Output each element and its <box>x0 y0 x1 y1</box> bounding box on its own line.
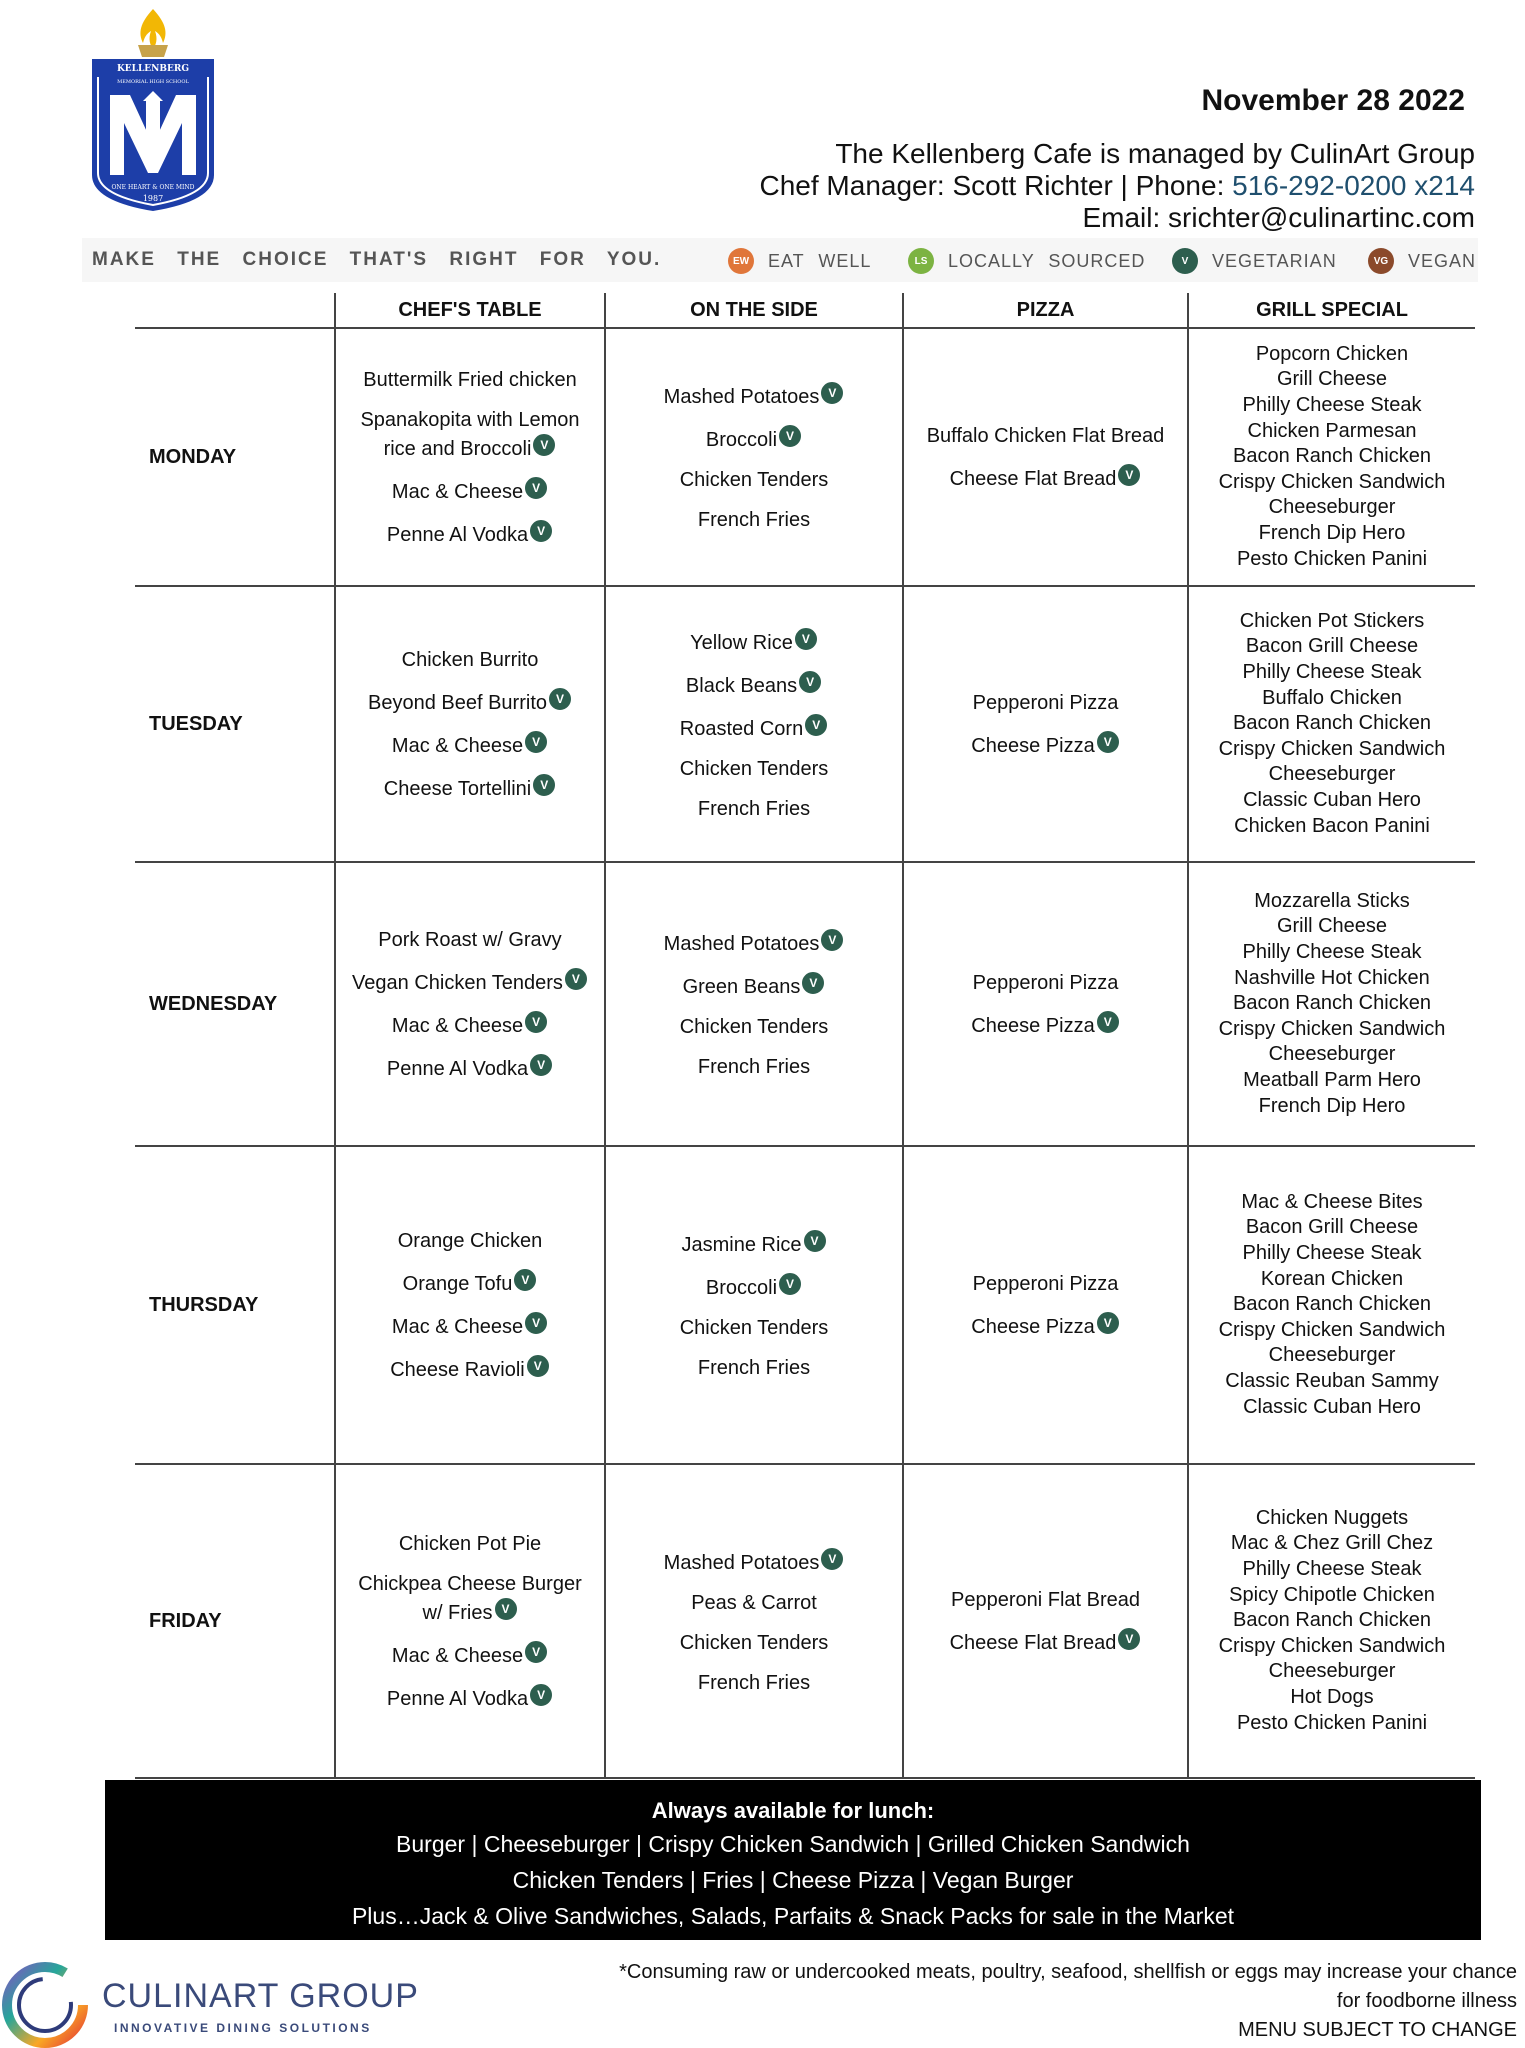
menu-item-text: French Fries <box>697 1056 811 1078</box>
grill-item: Grill Cheese <box>1276 915 1388 938</box>
chefs-table-cell <box>335 1146 605 1464</box>
menu-item <box>616 1272 892 1301</box>
grill-item: French Dip Hero <box>1258 1094 1406 1117</box>
menu-item-text: Cheese Pizza <box>971 1014 1095 1037</box>
locally-sourced-icon: LS <box>908 248 934 274</box>
legend-item <box>728 246 871 276</box>
menu-item <box>914 1311 1177 1340</box>
legend-label: LOCALLY SOURCED <box>948 250 1146 271</box>
phone-number: 516-292-0200 x214 <box>1232 170 1475 201</box>
grill-item: Classic Cuban Hero <box>1243 1395 1421 1418</box>
grill-item: Buffalo Chicken <box>1262 686 1402 709</box>
pizza-cell <box>903 586 1188 862</box>
always-available-line: Chicken Tenders | Fries | Cheese Pizza | Vegan Burger <box>512 1867 1074 1893</box>
menu-item-text: Mashed Potatoes <box>663 1551 820 1574</box>
grill-item: Chicken Pot Stickers <box>1239 609 1425 632</box>
menu-item <box>616 971 892 1000</box>
grill-item: Cheeseburger <box>1268 763 1396 786</box>
menu-item <box>346 1683 594 1712</box>
grill-item: Bacon Ranch Chicken <box>1233 712 1431 735</box>
menu-item <box>616 424 892 453</box>
menu-item <box>616 1054 892 1080</box>
managed-by-line: The Kellenberg Cafe is managed by CulinArt Group <box>835 138 1475 169</box>
vegetarian-icon: V <box>526 1354 550 1378</box>
menu-item-text: Yellow Rice <box>690 631 793 654</box>
menu-item <box>914 463 1177 492</box>
menu-item <box>914 1010 1177 1039</box>
column-header-grill-special: GRILL SPECIAL <box>1188 293 1475 328</box>
menu-row-tuesday <box>135 586 1475 862</box>
vegetarian-icon: V <box>820 381 844 405</box>
grill-item: Philly Cheese Steak <box>1242 661 1422 684</box>
vegetarian-icon: V <box>548 687 572 711</box>
grill-item: Mac & Chez Grill Chez <box>1230 1532 1434 1555</box>
legend-item <box>908 246 1145 276</box>
menu-item-text: Chickpea Cheese Burger w/ Fries <box>358 1572 582 1624</box>
disclaimer <box>457 1958 1517 2045</box>
grill-item: Bacon Grill Cheese <box>1245 635 1419 658</box>
eat-well-icon: EW <box>728 248 754 274</box>
menu-item <box>616 467 892 493</box>
legend-item <box>1368 246 1476 276</box>
grill-item: Philly Cheese Steak <box>1242 394 1422 417</box>
vegetarian-icon: V <box>529 1683 553 1707</box>
menu-item <box>346 1354 594 1383</box>
vegetarian-icon: V <box>524 1640 548 1664</box>
menu-item-text: Pepperoni Pizza <box>972 1272 1119 1295</box>
menu-item-text: Buttermilk Fried chicken <box>363 368 577 391</box>
menu-item-text: Pork Roast w/ Gravy <box>378 928 562 951</box>
grill-item: Crispy Chicken Sandwich <box>1218 1017 1446 1040</box>
grill-item: Bacon Ranch Chicken <box>1233 992 1431 1015</box>
vegetarian-icon: V <box>494 1597 518 1621</box>
menu-row-wednesday <box>135 862 1475 1146</box>
vegetarian-icon: V <box>778 424 802 448</box>
legend-label: EAT WELL <box>768 250 872 271</box>
on-the-side-cell <box>605 862 903 1146</box>
menu-item <box>616 1547 892 1576</box>
vegetarian-icon: V <box>524 476 548 500</box>
grill-item: Cheeseburger <box>1268 1043 1396 1066</box>
vegetarian-icon: V <box>524 1311 548 1335</box>
menu-item <box>346 927 594 953</box>
grill-item: Meatball Parm Hero <box>1243 1068 1421 1091</box>
disclaimer-line: for foodborne illness <box>1336 1990 1517 2012</box>
menu-item-text: Vegan Chicken Tenders <box>352 971 563 994</box>
grill-item: Crispy Chicken Sandwich <box>1218 1634 1446 1657</box>
on-the-side-cell <box>605 328 903 586</box>
menu-item-text: Buffalo Chicken Flat Bread <box>926 424 1165 447</box>
menu-item-text: Cheese Pizza <box>971 1315 1095 1338</box>
menu-item-text: French Fries <box>697 1357 811 1379</box>
grill-item: Cheeseburger <box>1268 1660 1396 1683</box>
grill-item: Classic Reuban Sammy <box>1225 1369 1439 1392</box>
menu-row-friday <box>135 1464 1475 1778</box>
menu-item-text: Penne Al Vodka <box>386 1057 529 1080</box>
culinart-group-logo <box>0 1955 419 2048</box>
vegetarian-icon: V <box>529 1053 553 1077</box>
menu-item <box>914 1271 1177 1297</box>
grill-special-cell <box>1188 862 1475 1146</box>
grill-special-cell <box>1188 328 1475 586</box>
menu-item <box>346 647 594 673</box>
management-info <box>760 138 1476 234</box>
menu-item-text: Pepperoni Pizza <box>972 691 1119 714</box>
menu-item-text: Cheese Flat Bread <box>949 467 1117 490</box>
menu-item-text: French Fries <box>697 1671 811 1694</box>
menu-item-text: Mac & Cheese <box>391 734 524 757</box>
grill-item: Philly Cheese Steak <box>1242 1242 1422 1265</box>
vegetarian-icon: V <box>778 1272 802 1296</box>
on-the-side-cell <box>605 1146 903 1464</box>
menu-item-text: Chicken Pot Pie <box>398 1532 542 1555</box>
menu-item-text: Pepperoni Pizza <box>972 971 1119 994</box>
menu-item <box>346 407 594 462</box>
menu-item-text: Cheese Ravioli <box>390 1358 525 1381</box>
menu-row-thursday <box>135 1146 1475 1464</box>
grill-item: Pesto Chicken Panini <box>1236 547 1428 570</box>
grill-item: Nashville Hot Chicken <box>1234 966 1430 989</box>
vegetarian-icon: V <box>1117 1627 1141 1651</box>
menu-item <box>346 773 594 802</box>
menu-item <box>616 627 892 656</box>
disclaimer-line: *Consuming raw or undercooked meats, poultry, seafood, shellfish or eggs may increase your chance <box>619 1961 1517 1983</box>
vegetarian-icon: V <box>524 1010 548 1034</box>
day-label: WEDNESDAY <box>135 862 335 1146</box>
menu-item <box>346 476 594 505</box>
menu-item <box>346 1311 594 1340</box>
vegetarian-icon: V <box>794 627 818 651</box>
chefs-table-cell <box>335 586 605 862</box>
menu-item-text: Penne Al Vodka <box>386 1687 529 1710</box>
vegetarian-icon: V <box>1096 730 1120 754</box>
grill-item: Classic Cuban Hero <box>1243 788 1421 811</box>
menu-date: November 28 2022 <box>1201 84 1465 117</box>
menu-item <box>914 690 1177 716</box>
grill-item: Crispy Chicken Sandwich <box>1218 737 1446 760</box>
vegetarian-icon: V <box>1096 1010 1120 1034</box>
menu-item-text: Black Beans <box>685 674 798 697</box>
grill-item: Bacon Ranch Chicken <box>1233 1609 1431 1632</box>
column-header-pizza: PIZZA <box>903 293 1188 328</box>
grill-item: Bacon Grill Cheese <box>1245 1216 1419 1239</box>
menu-item <box>616 1590 892 1616</box>
vegetarian-icon: V <box>532 773 556 797</box>
menu-item-text: Beyond Beef Burrito <box>368 691 547 714</box>
grill-item: Bacon Ranch Chicken <box>1233 445 1431 468</box>
day-label: MONDAY <box>135 328 335 586</box>
day-label: TUESDAY <box>135 586 335 862</box>
grill-special-cell <box>1188 1464 1475 1778</box>
vegetarian-icon: V <box>803 1229 827 1253</box>
menu-item <box>346 730 594 759</box>
menu-item-text: Mac & Cheese <box>391 480 524 503</box>
always-available-title: Always available for lunch: <box>651 1798 935 1823</box>
menu-item <box>616 507 892 533</box>
menu-item-text: Roasted Corn <box>679 717 804 740</box>
menu-item-text: French Fries <box>697 797 811 820</box>
grill-item: Crispy Chicken Sandwich <box>1218 470 1446 493</box>
vegetarian-icon: V <box>564 967 588 991</box>
menu-item <box>616 1229 892 1258</box>
vegetarian-icon: V <box>529 519 553 543</box>
vegetarian-icon: V <box>820 1547 844 1571</box>
vegetarian-icon: V <box>798 670 822 694</box>
vegan-icon: VG <box>1368 248 1394 274</box>
grill-special-cell <box>1188 586 1475 862</box>
vegetarian-icon: V <box>1172 248 1198 274</box>
chef-phone-line <box>760 170 1476 202</box>
menu-item-text: Peas & Carrot <box>691 1591 817 1614</box>
vegetarian-icon: V <box>820 928 844 952</box>
menu-item <box>914 1587 1177 1613</box>
menu-item-text: Cheese Tortellini <box>383 777 532 800</box>
weekly-menu-table <box>135 293 1475 1779</box>
menu-item-text: Spanakopita with Lemon rice and Broccoli <box>360 408 580 460</box>
culinart-name: CULINART GROUP <box>102 1977 419 2015</box>
menu-item-text: Orange Chicken <box>397 1229 543 1252</box>
menu-item <box>616 1670 892 1696</box>
menu-item-text: Pepperoni Flat Bread <box>950 1588 1140 1611</box>
menu-item <box>346 1531 594 1557</box>
menu-item-text: Broccoli <box>705 1277 778 1299</box>
grill-item: Philly Cheese Steak <box>1242 1558 1422 1581</box>
vegetarian-icon: V <box>1096 1311 1120 1335</box>
menu-item-text: Mashed Potatoes <box>663 386 820 408</box>
always-available-line: Burger | Cheeseburger | Crispy Chicken Sandwich | Grilled Chicken Sandwich <box>396 1831 1190 1857</box>
grill-item: Popcorn Chicken <box>1255 342 1409 365</box>
grill-item: Pesto Chicken Panini <box>1236 1711 1428 1734</box>
grill-item: Chicken Bacon Panini <box>1234 814 1430 837</box>
grill-item: French Dip Hero <box>1258 521 1406 544</box>
grill-item: Korean Chicken <box>1260 1267 1404 1290</box>
menu-item-text: Chicken Burrito <box>401 648 539 671</box>
grill-item: Hot Dogs <box>1290 1685 1374 1708</box>
tagline: MAKE THE CHOICE THAT'S RIGHT FOR YOU. <box>92 249 662 270</box>
menu-item-text: Chicken Tenders <box>679 1631 829 1654</box>
grill-item: Mozzarella Sticks <box>1254 889 1410 912</box>
crest-year: 1987 <box>142 194 164 203</box>
on-the-side-cell <box>605 586 903 862</box>
grill-item: Philly Cheese Steak <box>1242 941 1422 964</box>
menu-row-monday <box>135 328 1475 586</box>
always-available-box <box>105 1780 1481 1940</box>
grill-item: Chicken Nuggets <box>1255 1506 1409 1529</box>
legend-label: VEGAN <box>1408 250 1477 271</box>
menu-item-text: Broccoli <box>705 429 778 451</box>
menu-item <box>346 687 594 716</box>
menu-item <box>616 796 892 822</box>
menu-item <box>346 1228 594 1254</box>
menu-item <box>346 1010 594 1039</box>
chefs-table-cell <box>335 1464 605 1778</box>
grill-item: Crispy Chicken Sandwich <box>1218 1318 1446 1341</box>
menu-item <box>914 1627 1177 1656</box>
menu-item <box>616 1315 892 1341</box>
menu-item-text: Jasmine Rice <box>681 1234 802 1256</box>
legend-item <box>1172 246 1337 276</box>
menu-item <box>616 1355 892 1381</box>
school-crest-logo <box>88 5 218 217</box>
menu-item-text: Mashed Potatoes <box>663 933 820 955</box>
pizza-cell <box>903 1146 1188 1464</box>
day-label: THURSDAY <box>135 1146 335 1464</box>
grill-item: Bacon Ranch Chicken <box>1233 1293 1431 1316</box>
menu-item <box>914 423 1177 449</box>
day-column-header <box>135 293 335 328</box>
menu-item-text: Chicken Tenders <box>679 1317 829 1339</box>
menu-item <box>616 381 892 410</box>
menu-item <box>914 970 1177 996</box>
menu-item <box>616 1630 892 1656</box>
menu-item <box>616 1014 892 1040</box>
menu-item <box>346 1268 594 1297</box>
day-label: FRIDAY <box>135 1464 335 1778</box>
chef-manager-label: Chef Manager: Scott Richter | Phone: <box>759 170 1233 201</box>
email-line: Email: srichter@culinartinc.com <box>1082 202 1475 233</box>
grill-item: Grill Cheese <box>1276 368 1388 391</box>
menu-item <box>616 670 892 699</box>
menu-subject-to-change: MENU SUBJECT TO CHANGE <box>1238 2019 1517 2041</box>
grill-item: Chicken Parmesan <box>1247 419 1417 442</box>
menu-item <box>346 1640 594 1669</box>
menu-item <box>346 367 594 393</box>
vegetarian-icon: V <box>532 433 556 457</box>
chefs-table-cell <box>335 328 605 586</box>
pizza-cell <box>903 862 1188 1146</box>
menu-item <box>346 1571 594 1626</box>
menu-item <box>346 519 594 548</box>
vegetarian-icon: V <box>801 971 825 995</box>
column-header-chefs-table: CHEF'S TABLE <box>335 293 605 328</box>
menu-item <box>346 1053 594 1082</box>
menu-item-text: Orange Tofu <box>402 1272 513 1295</box>
column-header-on-the-side: ON THE SIDE <box>605 293 903 328</box>
menu-item <box>914 730 1177 759</box>
menu-item <box>616 713 892 742</box>
menu-item-text: Chicken Tenders <box>679 1016 829 1038</box>
vegetarian-icon: V <box>524 730 548 754</box>
crest-banner-text: KELLENBERG <box>116 64 190 74</box>
menu-item-text: Chicken Tenders <box>679 757 829 780</box>
grill-item: Cheeseburger <box>1268 496 1396 519</box>
pizza-cell <box>903 328 1188 586</box>
grill-item: Mac & Cheese Bites <box>1241 1190 1423 1213</box>
always-available-line: Plus…Jack & Olive Sandwiches, Salads, Parfaits & Snack Packs for sale in the Market <box>351 1903 1235 1929</box>
menu-item <box>616 928 892 957</box>
grill-item: Cheeseburger <box>1268 1344 1396 1367</box>
menu-item-text: Mac & Cheese <box>391 1315 524 1338</box>
legend-label: VEGETARIAN <box>1212 250 1337 271</box>
menu-item-text: Cheese Pizza <box>971 734 1095 757</box>
menu-item-text: Cheese Flat Bread <box>949 1631 1117 1654</box>
menu-item-text: Mac & Cheese <box>391 1014 524 1037</box>
crest-motto: ONE HEART & ONE MIND <box>111 184 195 191</box>
pizza-cell <box>903 1464 1188 1778</box>
culinart-tagline: INNOVATIVE DINING SOLUTIONS <box>114 2021 372 2035</box>
vegetarian-icon: V <box>513 1268 537 1292</box>
menu-header-row <box>135 293 1475 328</box>
menu-item-text: Green Beans <box>682 976 801 998</box>
menu-item-text: Chicken Tenders <box>679 469 829 491</box>
chefs-table-cell <box>335 862 605 1146</box>
grill-item: Spicy Chipotle Chicken <box>1229 1583 1435 1606</box>
menu-item-text: French Fries <box>697 509 811 531</box>
menu-item-text: Mac & Cheese <box>391 1644 524 1667</box>
vegetarian-icon: V <box>804 713 828 737</box>
menu-item <box>616 756 892 782</box>
menu-item-text: Penne Al Vodka <box>386 523 529 546</box>
vegetarian-icon: V <box>1117 463 1141 487</box>
grill-special-cell <box>1188 1146 1475 1464</box>
menu-item <box>346 967 594 996</box>
crest-sub-text: MEMORIAL HIGH SCHOOL <box>117 79 189 85</box>
on-the-side-cell <box>605 1464 903 1778</box>
